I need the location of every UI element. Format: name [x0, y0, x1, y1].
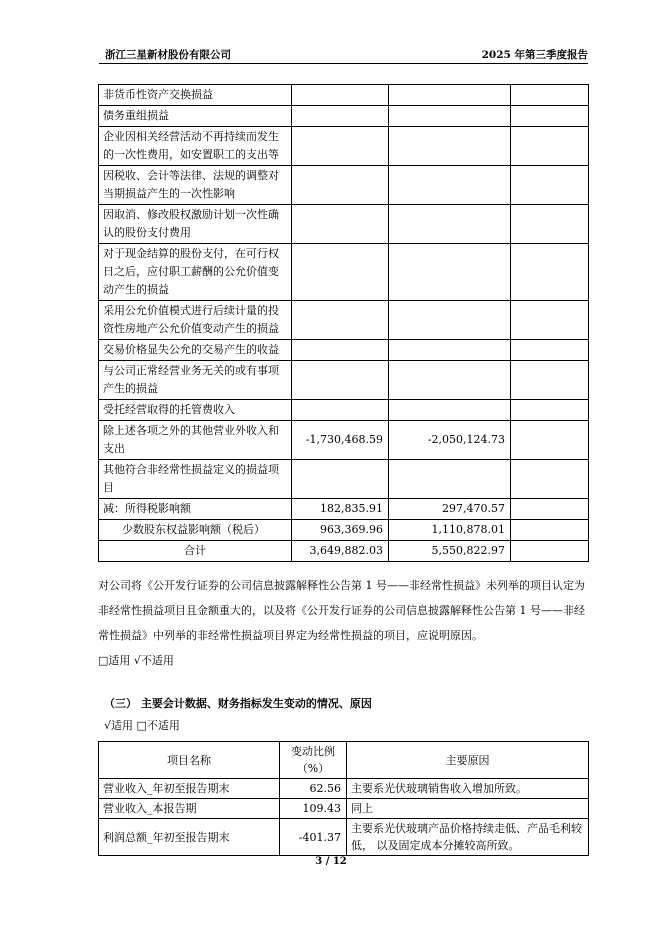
- note-cell: [511, 421, 589, 460]
- table-row: [99, 400, 589, 421]
- ytd-value: [389, 361, 511, 400]
- note-cell: [511, 127, 589, 166]
- item-name: 减：所得税影响额: [99, 499, 292, 520]
- column-header-reason: 主要原因: [347, 742, 589, 779]
- note-cell: [511, 400, 589, 421]
- change-ratio: -401.37: [280, 819, 347, 856]
- note-cell: [511, 541, 589, 562]
- table-row-total: [99, 541, 589, 562]
- explanation-paragraph: 对公司将《公开发行证券的公司信息披露解释性公告第 1 号——非经常性损益》未列举的项目认定为非经常性损益项目且金额重大的，以及将《公开发行证券的公司信息披露解释性公告第 1 号——非经常性损益》中列举的非经常性损益项目界定为经常性损益的项目，应说明原因。: [98, 579, 585, 642]
- current-period-value: [292, 301, 389, 340]
- current-period-value: [292, 85, 389, 106]
- item-name: 受托经营取得的托管费收入: [99, 400, 292, 421]
- current-period-value: [292, 106, 389, 127]
- ytd-value: [389, 244, 511, 301]
- note-cell: [511, 106, 589, 127]
- note-cell: [511, 361, 589, 400]
- ytd-value: [389, 460, 511, 499]
- note-cell: [511, 205, 589, 244]
- applicability-checkbox: □适用 √不适用: [98, 654, 174, 667]
- current-period-value: [292, 205, 389, 244]
- table-row: [99, 127, 589, 166]
- current-period-value: [292, 127, 389, 166]
- current-period-value: [292, 361, 389, 400]
- item-name: 采用公允价值模式进行后续计量的投资性房地产公允价值变动产生的损益: [99, 301, 292, 340]
- note-cell: [511, 499, 589, 520]
- ytd-value: 1,110,878.01: [389, 520, 511, 541]
- current-period-value: [292, 244, 389, 301]
- item-name: 非货币性资产交换损益: [99, 85, 292, 106]
- change-ratio: 62.56: [280, 779, 347, 799]
- ytd-value: [389, 205, 511, 244]
- non-recurring-items-table: [98, 84, 589, 562]
- item-name: 债务重组损益: [99, 106, 292, 127]
- table-row: [99, 340, 589, 361]
- item-name: 除上述各项之外的其他营业外收入和支出: [99, 421, 292, 460]
- current-period-value: 182,835.91: [292, 499, 389, 520]
- applicability-checkbox: √适用 □不适用: [104, 719, 180, 732]
- item-name: 因税收、会计等法律、法规的调整对当期损益产生的一次性影响: [99, 166, 292, 205]
- item-name: 少数股东权益影响额（税后）: [99, 520, 292, 541]
- ytd-value: [389, 127, 511, 166]
- note-cell: [511, 301, 589, 340]
- table-row: [99, 520, 589, 541]
- note-cell: [511, 244, 589, 301]
- report-title: 2025 年第三季度报告: [481, 49, 588, 61]
- current-period-value: [292, 166, 389, 205]
- note-cell: [511, 85, 589, 106]
- change-reason: 主要系光伏玻璃销售收入增加所致。: [347, 779, 589, 799]
- note-cell: [511, 340, 589, 361]
- table-row: [99, 106, 589, 127]
- table-row: [99, 205, 589, 244]
- table-row: [99, 779, 589, 799]
- item-name: 对于现金结算的股份支付，在可行权日之后，应付职工薪酬的公允价值变动产生的损益: [99, 244, 292, 301]
- ytd-value: -2,050,124.73: [389, 421, 511, 460]
- item-name: 营业收入_本报告期: [99, 799, 280, 819]
- item-name: 合计: [99, 541, 292, 562]
- ytd-value: [389, 340, 511, 361]
- table-row: [99, 361, 589, 400]
- column-header-item: 项目名称: [99, 742, 280, 779]
- changes-table: [98, 741, 589, 856]
- current-period-value: [292, 460, 389, 499]
- table-row: [99, 460, 589, 499]
- table-row: [99, 244, 589, 301]
- section-heading: （三） 主要会计数据、财务指标发生变动的情况、原因: [104, 697, 372, 710]
- change-reason: 主要系光伏玻璃产品价格持续走低、产品毛利较低， 以及固定成本分摊较高所致。: [347, 819, 589, 856]
- table-row: [99, 85, 589, 106]
- item-name: 利润总额_年初至报告期末: [99, 819, 280, 856]
- note-cell: [511, 520, 589, 541]
- current-period-value: -1,730,468.59: [292, 421, 389, 460]
- ytd-value: [389, 85, 511, 106]
- ytd-value: [389, 400, 511, 421]
- item-name: 交易价格显失公允的交易产生的收益: [99, 340, 292, 361]
- item-name: 企业因相关经营活动不再持续而发生的一次性费用，如安置职工的支出等: [99, 127, 292, 166]
- item-name: 因取消、修改股权激励计划一次性确认的股份支付费用: [99, 205, 292, 244]
- current-period-value: 3,649,882.03: [292, 541, 389, 562]
- ytd-value: [389, 301, 511, 340]
- table-row: [99, 499, 589, 520]
- table-row: [99, 799, 589, 819]
- ytd-value: [389, 166, 511, 205]
- table-row: [99, 166, 589, 205]
- page-number: 3 / 12: [315, 856, 347, 867]
- column-header-ratio: 变动比例（%）: [280, 742, 347, 779]
- ytd-value: [389, 106, 511, 127]
- ytd-value: 297,470.57: [389, 499, 511, 520]
- current-period-value: [292, 400, 389, 421]
- item-name: 营业收入_年初至报告期末: [99, 779, 280, 799]
- current-period-value: [292, 340, 389, 361]
- table-header-row: [99, 742, 589, 779]
- company-name: 浙江三星新材股份有限公司: [105, 49, 231, 61]
- item-name: 其他符合非经常性损益定义的损益项目: [99, 460, 292, 499]
- note-cell: [511, 166, 589, 205]
- item-name: 与公司正常经营业务无关的或有事项产生的损益: [99, 361, 292, 400]
- current-period-value: 963,369.96: [292, 520, 389, 541]
- table-row: [99, 421, 589, 460]
- header-divider: [99, 63, 588, 64]
- ytd-value: 5,550,822.97: [389, 541, 511, 562]
- table-row: [99, 819, 589, 856]
- table-row: [99, 301, 589, 340]
- change-ratio: 109.43: [280, 799, 347, 819]
- change-reason: 同上: [347, 799, 589, 819]
- note-cell: [511, 460, 589, 499]
